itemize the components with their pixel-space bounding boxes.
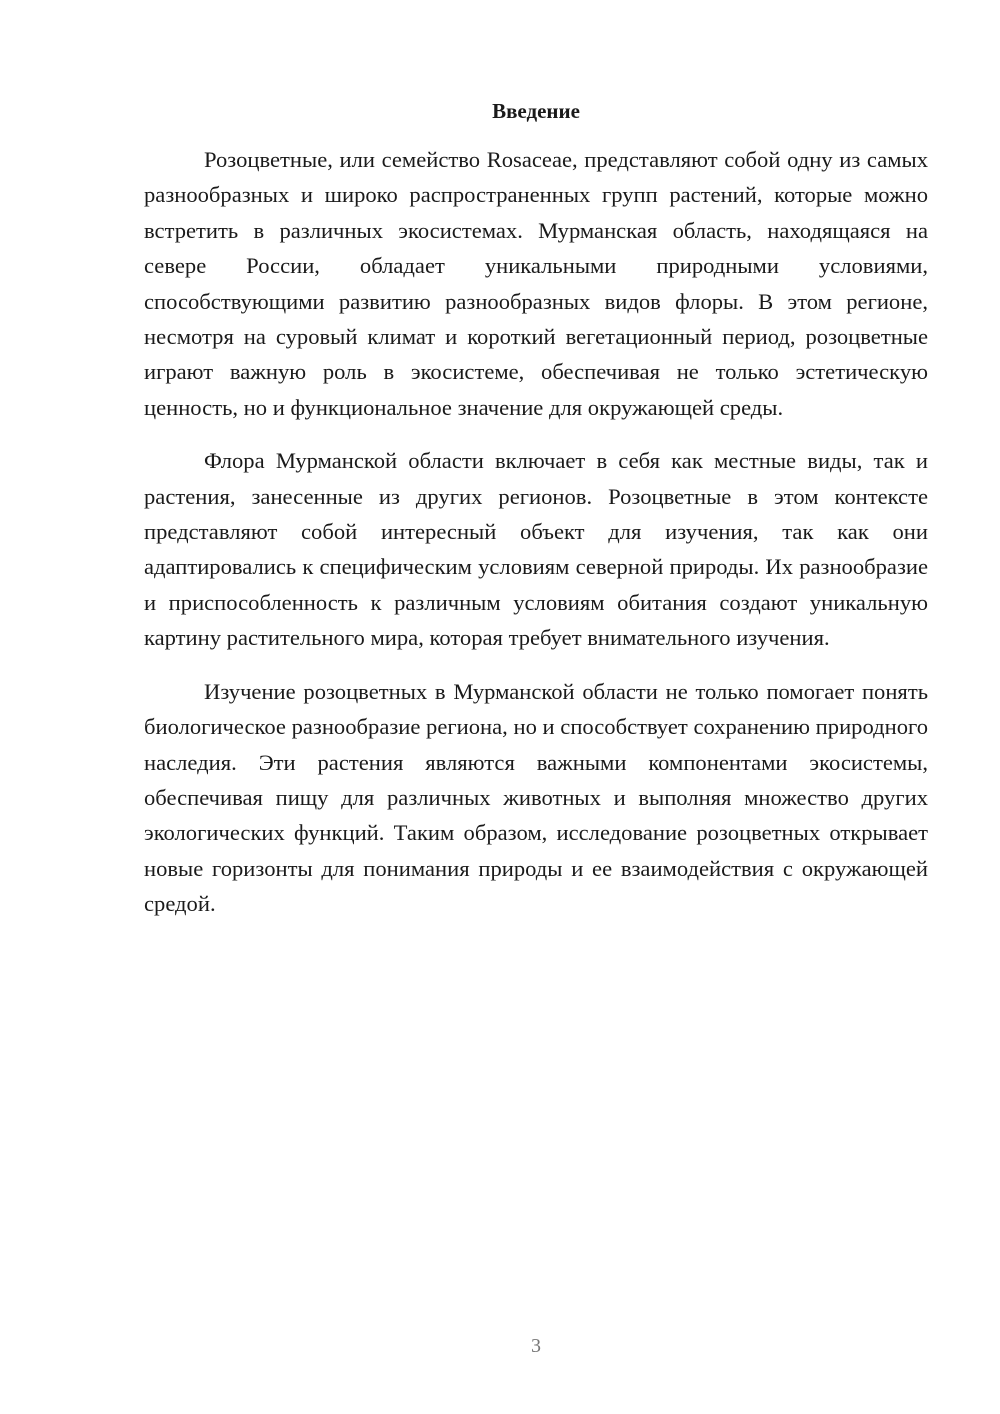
paragraph-2: Флора Мурманской области включает в себя как местные виды, так и растения, занесенные из других регионов. Розоцветные в этом контексте представляют собой интересный объект для изучения, так как они адаптировались к специфическим условиям северной природы. Их разнообразие и приспособленность к различным условиям обитания создают уникальную картину растительного мира, которая требует внимательного изучения.: [144, 448, 928, 651]
paragraph-3: Изучение розоцветных в Мурманской области не только помогает понять биологическое разнообразие региона, но и способствует сохранению природного наследия. Эти растения являются важными компонентами экосистемы, обеспечивая пищу для различных животных и выполняя множество других экологических функций. Таким образом, исследование розоцветных открывает новые горизонты для понимания природы и ее взаимодействия с окружающей средой.: [144, 678, 928, 917]
paragraph-1: Розоцветные, или семейство Rosaceae, представляют собой одну из самых разнообразных и широко распространенных групп растений, которые можно встретить в различных экосистемах. Мурманская область, находящаяся на севере России, обладает уникальными природными условиями, способствующими развитию разнообразных видов флоры. В этом регионе, несмотря на суровый климат и короткий вегетационный период, розоцветные играют важную роль в экосистеме, обеспечивая не только эстетическую ценность, но и функциональное значение для окружающей среды.: [144, 147, 928, 420]
document-body: [144, 142, 928, 940]
page-number: 3: [531, 1335, 541, 1357]
section-title: Введение: [492, 99, 580, 123]
